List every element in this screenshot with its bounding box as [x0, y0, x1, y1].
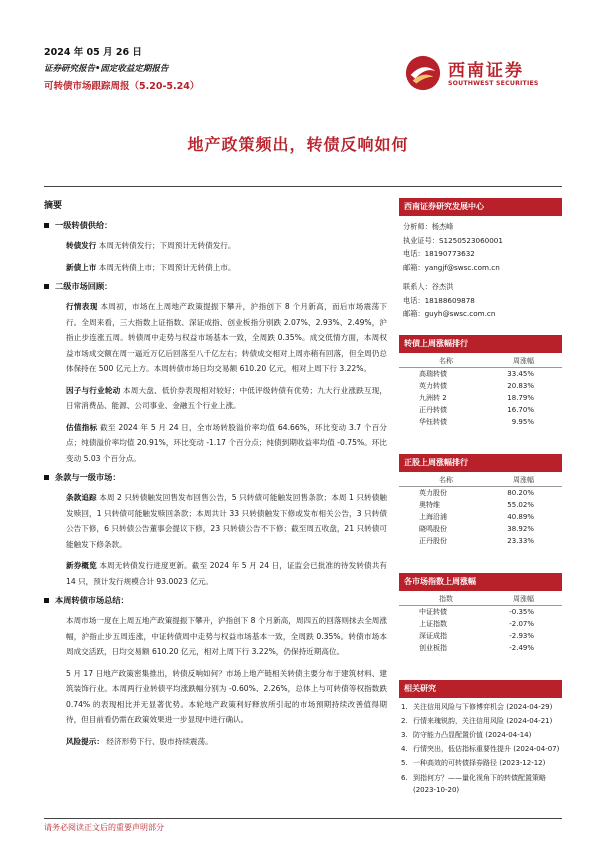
list-item[interactable]: 3. 防守能力凸显配置价值 (2024-04-14) — [401, 730, 532, 739]
contact-line: 联系人：谷杰洪 — [403, 282, 454, 291]
table-row: 创业板指 -2.49% — [419, 643, 534, 652]
square-bullet-icon — [44, 284, 49, 289]
section-heading: 一级转债供给： — [44, 220, 387, 231]
table-row: 正丹股份 23.33% — [419, 536, 534, 545]
footer-disclaimer: 请务必阅读正文后的重要声明部分 — [44, 823, 164, 832]
section-heading: 二级市场回顾： — [44, 281, 387, 292]
list-item[interactable]: 5. 一种高效的可转债择券路径 (2023-12-12) — [401, 759, 546, 768]
table-row: 英力股份 80.20% — [419, 488, 534, 497]
table-row: 九洲转 2 18.79% — [419, 393, 534, 402]
top-divider — [44, 186, 562, 187]
abstract-label: 摘要 — [44, 201, 63, 211]
contact-email[interactable]: 邮箱：guyh@swsc.com.cn — [403, 309, 496, 318]
company-logo — [404, 52, 564, 96]
research-center-bar: 西南证券研究发展中心 — [399, 198, 562, 216]
table-row: 高瑞转债 33.45% — [419, 369, 534, 378]
report-header — [44, 44, 199, 92]
table-row: 华钰转债 9.95% — [419, 417, 534, 426]
table-row: 英力转债 20.83% — [419, 381, 534, 390]
abstract-paragraph: 转债发行 本周无转债发行；下周预计无转债发行。 — [66, 241, 236, 250]
list-item[interactable]: 4. 行情突出，低估指标重要性提升 (2024-04-07) — [401, 745, 560, 754]
table-row: 中证转债 -0.35% — [419, 607, 534, 616]
table-row: 正丹转债 16.70% — [419, 405, 534, 414]
table-row: 上海沿浦 40.89% — [419, 512, 534, 521]
contact-email[interactable]: 邮箱：yangjf@swsc.com.cn — [403, 262, 500, 272]
convertible-bond-ranking-bar: 转债上周涨幅排行 — [399, 335, 562, 353]
table-row: 深证成指 -2.93% — [419, 631, 534, 640]
analyst-contacts — [399, 216, 562, 321]
contact-line: 分析师：杨杰峰 — [403, 222, 454, 231]
list-item[interactable]: 1. 关注信用风险与下修博弈机会 (2024-04-29) — [401, 702, 553, 711]
abstract-paragraph: 本周市场一度在上周五地产政策提振下攀升，沪指创下 8 个月新高，周四五的回落则抹去全周涨幅，沪指止步五周连涨，中证转债周中走势与权益市场基本一致，全周跌 0.35%。转债市场本周成交活跃，日均交易额 610.20 亿元，相对上周下行 3.22%，仍保持近期高位。 — [66, 616, 387, 656]
contact-line: 电话：18188609878 — [403, 295, 475, 305]
market-index-bar: 各市场指数上周涨幅 — [399, 573, 562, 591]
contact-line: 电话：18190773632 — [403, 249, 475, 258]
logo-name-cn: 西南证券 — [448, 61, 524, 81]
report-subtitle: 可转债市场跟踪周报（5.20-5.24） — [44, 81, 200, 92]
square-bullet-icon — [44, 598, 49, 603]
list-item[interactable]: 6. 到指何方？——量化视角下的转债配置策略 (2023-10-20) — [401, 773, 546, 794]
square-bullet-icon — [44, 223, 49, 228]
report-date: 2024 年 05 月 26 日 — [44, 47, 142, 58]
sidebar-column — [399, 198, 562, 798]
logo-name-en: SOUTHWEST SECURITIES — [448, 80, 539, 87]
abstract-paragraph: 行情表现 本周初，市场在上周地产政策提振下攀升，沪指创下 8 个月新高，而后市场震荡下行。全周来看，三大指数上证指数、深证成指、创业板指分别跌 2.07%、2.93%、2.49%，沪指止步连涨五周。转债周中走势与权益市场基本一致，全周跌 0.35%。成交低情方面，本周权益市场成交额在周一逼近万亿后回落至八千亿左右；转债成交相对上周亦稍有回落，但全周仍总体保持在 500 亿元上方。本周转债市场日均交易额 610.20 亿元，相对上周下行 3.22%。 — [66, 302, 387, 373]
abstract-paragraph: 因子与行业轮动 本周大盘、低价券表现相对较好；中低评级转债有优势；九大行业涨跌互现，日常消费品、能源、公司事业、金融五个行业上涨。 — [66, 385, 387, 410]
market-index-table: 指数 周涨幅 中证转债 -0.35% 上证指数 -2.07% 深证成指 -2.93% 创业板指 -2.49% — [399, 593, 562, 654]
bottom-divider — [44, 818, 562, 819]
related-research-bar: 相关研究 — [399, 680, 562, 698]
convertible-bond-ranking-table: 名称 周涨幅 高瑞转债 33.45% 英力转债 20.83% 九洲转 2 18.79% 正丹转债 16.70% 华钰转债 9.95% — [399, 355, 562, 428]
contact-line: 执业证号：S1250523060001 — [403, 235, 503, 245]
abstract-paragraph: 条款追踪 本周 2 只转债触发回售发布回售公告，5 只转债可能触发回售条款；本周 1 只转债触发赎回，1 只转债可能触发赎回条款；本周共计 33 只转债触发下修或发布相关公告，3 只转债公告下修，6 只转债公告董事会提议下修，23 只转债公告不下修；截至周五收盘，21 只转债可能触发下修条款。 — [66, 493, 387, 549]
stock-ranking-bar: 正股上周涨幅排行 — [399, 454, 562, 472]
related-research-list — [399, 698, 562, 796]
section-heading: 本周转债市场总结： — [44, 595, 387, 606]
abstract-paragraph: 5 月 17 日地产政策密集推出，转债反响如何？市场上地产链相关转债主要分布于建筑材料、建筑装饰行业。本周两行业转债平均涨跌幅分别为 -0.60%、2.26%，总体上与可转债等权指数跌 0.74% 的表现相比并无显著优势。本轮地产政策利好释放所引起的市场預期持续改善值得期待，但目前看仍需在政策效果进一步显现中进行确认。 — [66, 668, 387, 724]
square-bullet-icon — [44, 475, 49, 480]
stock-ranking-table: 名称 周涨幅 英力股份 80.20% 奥特维 55.02% 上海沿浦 40.89% 晓鸣股份 38.92% 正丹股份 23.33% — [399, 474, 562, 547]
table-row: 晓鸣股份 38.92% — [419, 524, 534, 533]
abstract-paragraph: 新券概览 本周无转债发行进度更新。截至 2024 年 5 月 24 日，证监会已批准的待发转债共有 14 只，预计发行规模合计 93.0023 亿元。 — [66, 561, 388, 586]
abstract-column — [44, 198, 387, 755]
abstract-paragraph: 新债上市 本周无转债上市；下周预计无转债上市。 — [66, 262, 236, 272]
report-title: 地产政策频出，转债反响如何 — [187, 135, 409, 154]
table-row: 上证指数 -2.07% — [419, 619, 534, 628]
table-row: 奥特维 55.02% — [419, 500, 534, 509]
list-item[interactable]: 2. 行情来瑰锐韵，关注信用风险 (2024-04-21) — [401, 716, 553, 725]
report-type: 证券研究报告•固定收益定期报告 — [44, 64, 169, 74]
section-heading: 条款与一级市场： — [44, 472, 387, 483]
logo-emblem-icon — [404, 54, 442, 92]
risk-warning: 风险提示： 经济形势下行、股市持续震荡。 — [66, 736, 213, 746]
abstract-paragraph: 估值指标 截至 2024 年 5 月 24 日，全市场转股溢价率均值 64.66%，环比变动 3.7 个百分点；纯债溢价率均值 20.91%，环比变动 -1.17 个百分点；纯债到期收益率均值 -0.75%。环比变动 5.03 个百分点。 — [66, 422, 387, 463]
